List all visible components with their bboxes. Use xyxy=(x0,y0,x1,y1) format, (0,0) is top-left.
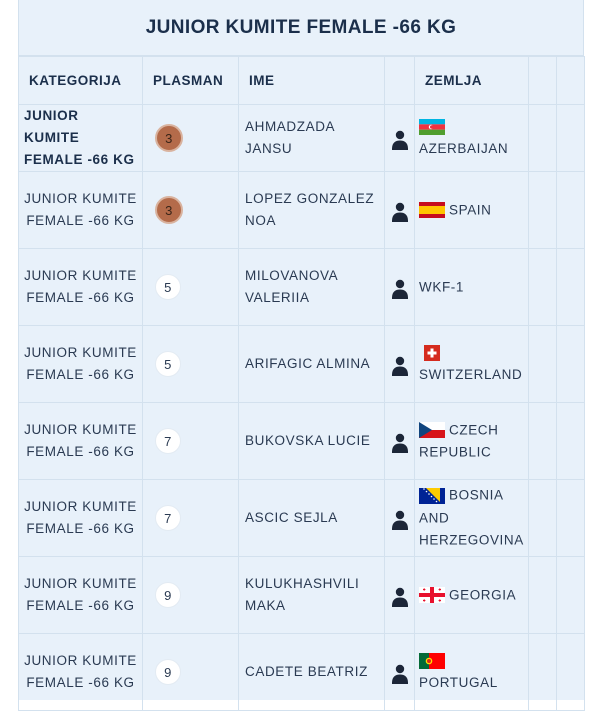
placement-badge: 9 xyxy=(155,659,181,685)
athlete-name[interactable]: ARIFAGIC ALMINA xyxy=(239,326,385,403)
extra-cell-2 xyxy=(557,326,585,403)
spain-flag-icon xyxy=(419,202,445,218)
table-row[interactable] xyxy=(19,634,585,711)
category-cell: JUNIOR KUMITE FEMALE -66 KG xyxy=(19,249,143,326)
extra-cell-2 xyxy=(557,105,585,172)
extra-cell-1 xyxy=(529,480,557,557)
person-icon[interactable] xyxy=(391,518,409,533)
category-cell: JUNIOR KUMITE FEMALE -66 KG xyxy=(19,172,143,249)
extra-cell-1 xyxy=(529,403,557,480)
country-cell xyxy=(415,249,529,326)
extra-cell-1 xyxy=(529,172,557,249)
extra-cell-2 xyxy=(557,249,585,326)
azerbaijan-flag-icon xyxy=(419,119,445,135)
header-icon-spacer xyxy=(385,57,415,105)
person-icon[interactable] xyxy=(391,672,409,687)
placement-badge: 7 xyxy=(155,505,181,531)
extra-cell-1 xyxy=(529,557,557,634)
placement-cell xyxy=(143,326,239,403)
athlete-name[interactable]: CADETE BEATRIZ xyxy=(239,634,385,711)
country-name: AZERBAIJAN xyxy=(419,141,509,156)
extra-cell-1 xyxy=(529,105,557,172)
placement-cell xyxy=(143,105,239,172)
category-cell: JUNIOR KUMITE FEMALE -66 KG xyxy=(19,105,143,172)
country-name: SPAIN xyxy=(449,202,492,218)
country-name: WKF-1 xyxy=(419,279,464,295)
header-extra-2 xyxy=(557,57,585,105)
table-row[interactable] xyxy=(19,480,585,557)
table-row[interactable] xyxy=(19,172,585,249)
extra-cell-2 xyxy=(557,557,585,634)
country-cell xyxy=(415,172,529,249)
switzerland-flag-icon xyxy=(419,345,445,361)
country-cell xyxy=(415,634,529,711)
table-row[interactable] xyxy=(19,557,585,634)
athlete-name[interactable]: ASCIC SEJLA xyxy=(239,480,385,557)
category-cell: JUNIOR KUMITE FEMALE -66 KG xyxy=(19,634,143,711)
extra-cell-2 xyxy=(557,634,585,711)
person-icon[interactable] xyxy=(391,441,409,456)
category-cell: JUNIOR KUMITE FEMALE -66 KG xyxy=(19,557,143,634)
extra-cell-1 xyxy=(529,634,557,711)
person-icon[interactable] xyxy=(391,364,409,379)
country-name: BOSNIA AND HERZEGOVINA xyxy=(419,487,524,548)
athlete-profile-cell[interactable] xyxy=(385,557,415,634)
bronze-medal-badge: 3 xyxy=(155,124,183,152)
placement-badge: 5 xyxy=(155,274,181,300)
table-row[interactable] xyxy=(19,326,585,403)
person-icon[interactable] xyxy=(391,138,409,153)
header-kategorija[interactable]: KATEGORIJA xyxy=(19,57,143,105)
czech-flag-icon xyxy=(419,422,445,438)
country-cell xyxy=(415,403,529,480)
athlete-profile-cell[interactable] xyxy=(385,634,415,711)
country-cell xyxy=(415,557,529,634)
placement-cell xyxy=(143,634,239,711)
athlete-name[interactable]: LOPEZ GONZALEZ NOA xyxy=(239,172,385,249)
athlete-profile-cell[interactable] xyxy=(385,480,415,557)
table-row[interactable] xyxy=(19,105,585,172)
extra-cell-2 xyxy=(557,480,585,557)
table-row[interactable] xyxy=(19,249,585,326)
bosnia-flag-icon xyxy=(419,488,445,504)
placement-cell xyxy=(143,172,239,249)
placement-badge: 7 xyxy=(155,428,181,454)
person-icon[interactable] xyxy=(391,210,409,225)
header-plasman[interactable]: PLASMAN xyxy=(143,57,239,105)
placement-cell xyxy=(143,249,239,326)
athlete-profile-cell[interactable] xyxy=(385,326,415,403)
country-name: CZECH REPUBLIC xyxy=(419,422,499,460)
results-table xyxy=(18,56,585,711)
category-cell: JUNIOR KUMITE FEMALE -66 KG xyxy=(19,480,143,557)
country-name: PORTUGAL xyxy=(419,675,498,690)
country-name: GEORGIA xyxy=(449,587,517,603)
country-name: SWITZERLAND xyxy=(419,367,523,382)
athlete-name[interactable]: MILOVANOVA VALERIIA xyxy=(239,249,385,326)
athlete-profile-cell[interactable] xyxy=(385,249,415,326)
athlete-profile-cell[interactable] xyxy=(385,105,415,172)
placement-cell xyxy=(143,557,239,634)
athlete-name[interactable]: AHMADZADA JANSU xyxy=(239,105,385,172)
placement-cell xyxy=(143,480,239,557)
page-title: JUNIOR KUMITE FEMALE -66 KG xyxy=(18,0,584,56)
athlete-profile-cell[interactable] xyxy=(385,172,415,249)
athlete-name[interactable]: KULUKHASHVILI MAKA xyxy=(239,557,385,634)
country-cell xyxy=(415,105,529,172)
athlete-name[interactable]: BUKOVSKA LUCIE xyxy=(239,403,385,480)
category-cell: JUNIOR KUMITE FEMALE -66 KG xyxy=(19,403,143,480)
bronze-medal-badge: 3 xyxy=(155,196,183,224)
country-cell xyxy=(415,326,529,403)
athlete-profile-cell[interactable] xyxy=(385,403,415,480)
country-cell xyxy=(415,480,529,557)
header-zemlja[interactable]: ZEMLJA xyxy=(415,57,529,105)
extra-cell-2 xyxy=(557,403,585,480)
extra-cell-2 xyxy=(557,172,585,249)
person-icon[interactable] xyxy=(391,595,409,610)
header-extra-1 xyxy=(529,57,557,105)
category-cell: JUNIOR KUMITE FEMALE -66 KG xyxy=(19,326,143,403)
person-icon[interactable] xyxy=(391,287,409,302)
table-header-row xyxy=(19,57,585,105)
extra-cell-1 xyxy=(529,326,557,403)
extra-cell-1 xyxy=(529,249,557,326)
placement-badge: 9 xyxy=(155,582,181,608)
georgia-flag-icon xyxy=(419,587,445,603)
table-row[interactable] xyxy=(19,403,585,480)
header-ime[interactable]: IME xyxy=(239,57,385,105)
results-panel xyxy=(18,0,584,700)
placement-cell xyxy=(143,403,239,480)
placement-badge: 5 xyxy=(155,351,181,377)
portugal-flag-icon xyxy=(419,653,445,669)
